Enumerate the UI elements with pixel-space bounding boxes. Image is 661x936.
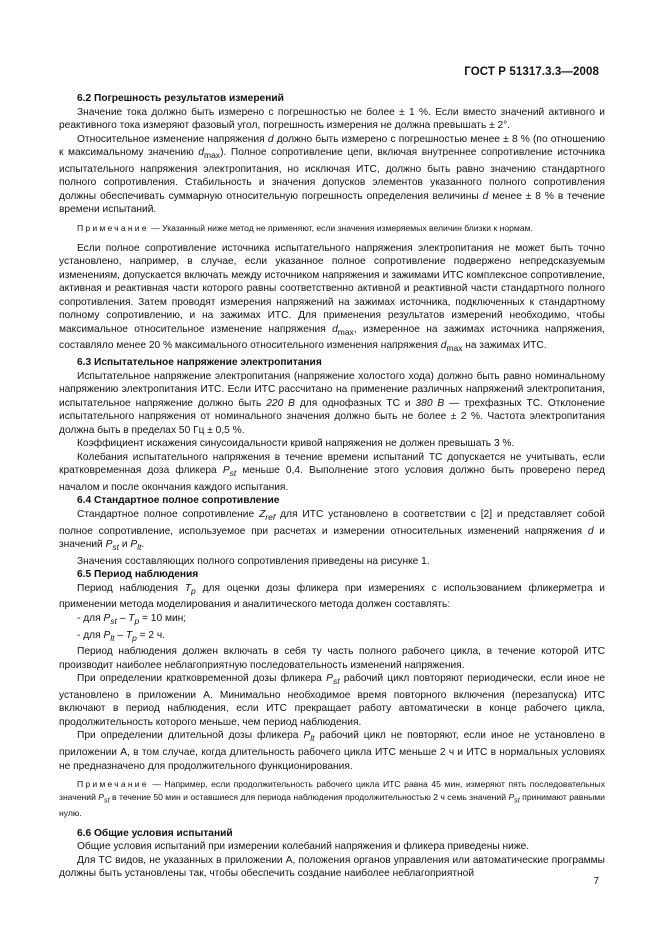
paragraph: Испытательное напряжение электропитания (напряжение холостого хода) должно быть равно номинальному напряжению электропитания ИТС. Если ИТС рассчитано на применение различных напряжений электропитания, испытательное напряжение должно быть 220 В для однофазных ТС и 380 В — трехфазных ТС. Отклонение испытательного напряжения от номинального значения должно быть не более ± 2 %. Частота электропитания должна быть в пределах 50 Гц ± 0,5 %. [59, 370, 605, 436]
document-id: ГОСТ Р 51317.3.3—2008 [464, 66, 599, 78]
paragraph: Значение тока должно быть измерено с погрешностью не более ± 1 %. Если вместо значений активного и реактивного тока измеряют фазовый угол, погрешность измерения не должна превышать ± 2°. [59, 106, 605, 132]
section-heading-6-6: 6.6 Общие условия испытаний [77, 827, 233, 839]
paragraph: При определении длительной дозы фликера $P_{lt}$ рабочий цикл не повторяют, если иное не установлено в приложении А, в том случае, когда длительность рабочего цикла ИТС меньше 2 ч и ИТС в нормальных условиях не предназначено для продолжительного функционирования. [59, 730, 606, 772]
paragraph: Общие условия испытаний при измерении колебаний напряжения и фликера приведены ниже. [77, 841, 530, 853]
paragraph: Коэффициент искажения синусоидальности кривой напряжения не должен превышать 3 %. [77, 438, 515, 450]
section-heading-6-5: 6.5 Период наблюдения [77, 569, 199, 581]
page-number: 7 [593, 876, 599, 887]
note: Примечание — Указанный ниже метод не применяют, если значения измеряемых величин близки к нормам. [77, 222, 533, 233]
note: Примечание — Например, если продолжительность рабочего цикла ИТС равна 45 мин, измеряют пять последовательных значений $P_{st}$ в течение 50 мин и оставшиеся для периода наблюдения продолжительностью 2 ч семь значений $P_{st}$ принимают равными нулю. [59, 779, 605, 818]
list-item: - для $P_{st} - T_p = 10$ мин; [77, 612, 187, 626]
paragraph: При определении кратковременной дозы фликера $P_{st}$ рабочий цикл повторяют периодически, если иное не установлено в приложении А. Минимально необходимое время повторного включения (перезапуска) ИТС включают в период наблюдения, если ИТС прекращает работу автоматически в конце рабочего цикла, продолжительность которого меньше, чем период наблюдения. [59, 673, 605, 728]
section-heading-6-4: 6.4 Стандартное полное сопротивление [77, 495, 280, 507]
paragraph: Значения составляющих полного сопротивления приведены на рисунке 1. [77, 555, 430, 567]
paragraph: Колебания испытательного напряжения в течение времени испытаний ТС допускается не учитывать, если кратковременная доза фликера $P_{st}$ меньше 0,4. Выполнение этого условия должно быть проверено перед началом и после окончания каждого испытания. [59, 451, 605, 493]
paragraph: Период наблюдения $T_p$ для оценки дозы фликера при измерениях с использованием фликерметра и применении метода моделирования и аналитического метода должен составлять: [59, 582, 605, 611]
list-item: - для $P_{lt} - T_p = 2$ ч. [77, 629, 166, 643]
paragraph: Относительное изменение напряжения d должно быть измерено с погрешностью менее ± 8 % (по отношению к максимальному значению $d_{max}$). Полное сопротивление цепи, включая внутреннее сопротивление источника испытательного напряжения электропитания, но исключая ИТС, должно быть равно значению стандартного полного сопротивления. Стабильность и значения допусков элементов указанного полного сопротивления должны обеспечивать суммарную относительную погрешность определения величины d менее ± 8 % в течение времени испытаний. [59, 133, 606, 216]
paragraph: Стандартное полное сопротивление $Z_{ref}$ для ИТС установлено в соответствии с [2] и представляет собой полное сопротивление, используемое при расчетах и измерении относительных изменений напряжения d и значений $P_{st}$ и $P_{lt}$. [59, 509, 605, 553]
section-heading-6-3: 6.3 Испытательное напряжение электропитания [77, 356, 322, 368]
section-heading-6-2: 6.2 Погрешность результатов измерений [77, 93, 284, 104]
document-body [59, 92, 605, 881]
paragraph: Период наблюдения должен включать в себя ту часть полного рабочего цикла, в течение которой ИТС производит наиболее неблагоприятную последовательность изменений напряжения. [59, 646, 605, 671]
paragraph: Если полное сопротивление источника испытательного напряжения электропитания не может быть точно установлено, например, в случае, если указанное полное сопротивление подвержено непредсказуемым изменениям, допускается включать между источником напряжения и зажимами ИТС комплексное сопротивление, активная и реактивная части которого равны соответственно активной и реактивной части стандартного полного сопротивления. Затем проводят измерения напряжений на зажимах источника, подключенных к стандартному полному сопротивлению, и на зажимах ИТС. Для применения результатов измерений необходимо, чтобы максимальное относительное изменение напряжения $d_{max}$, измеренное на зажимах источника напряжения, составляло менее 20 % максимального относительного изменения напряжения $d_{max}$ на зажимах ИТС. [59, 242, 605, 354]
paragraph: Для ТС видов, не указанных в приложении А, положения органов управления или автоматические программы должны быть установлены так, чтобы обеспечить создание наиболее неблагоприятной [59, 854, 605, 880]
